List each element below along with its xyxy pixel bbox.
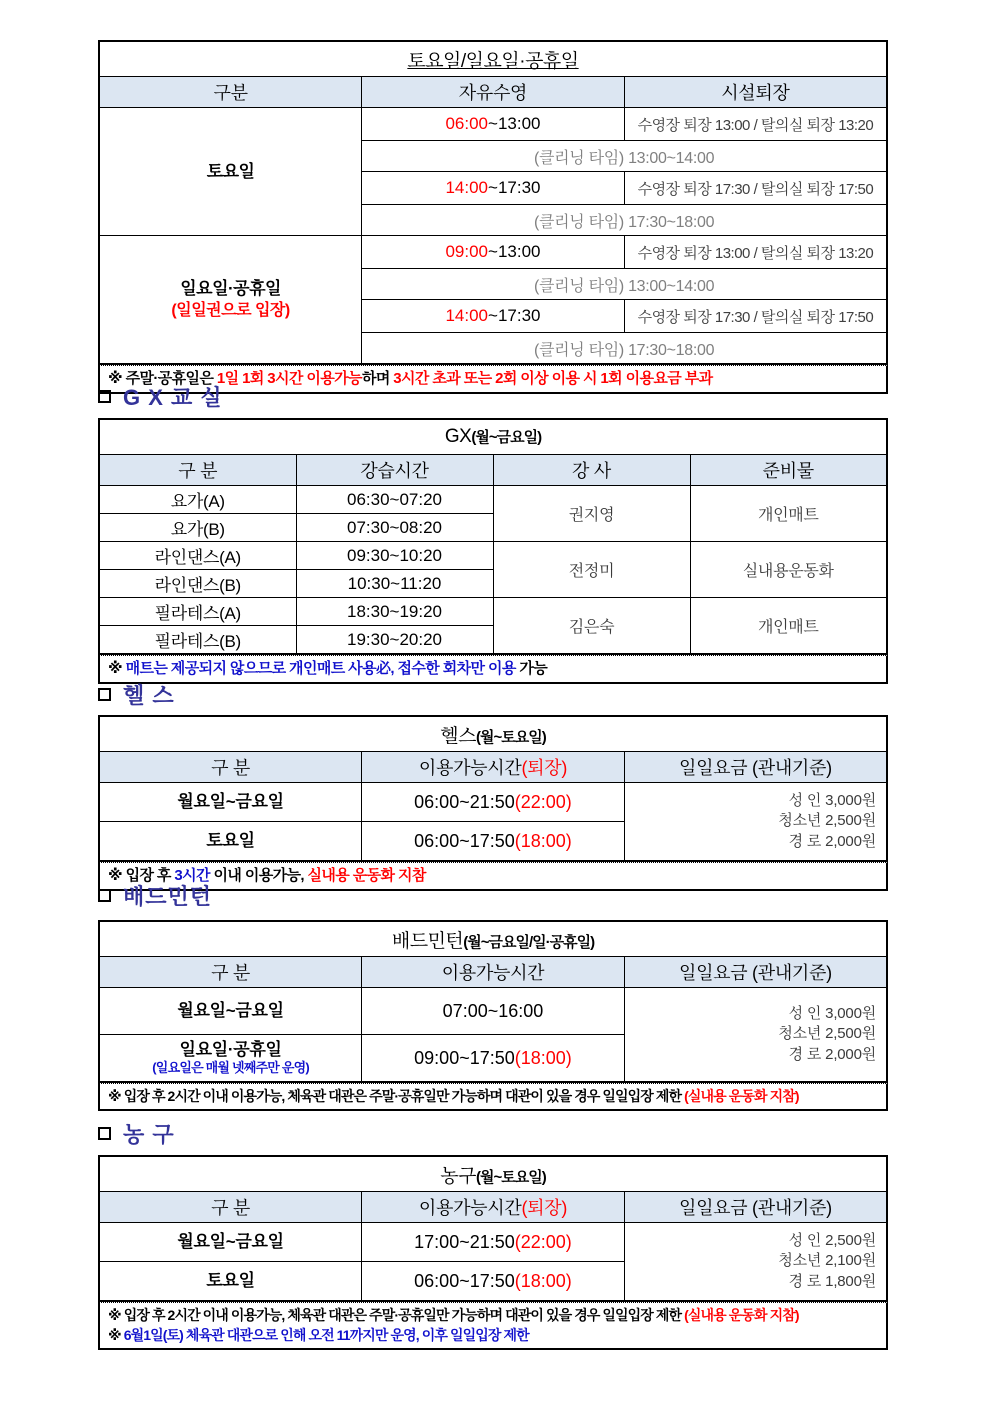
footnote-part: 주말·공휴일은 (125, 370, 217, 387)
hours-exit-text: (22:00) (514, 1231, 572, 1252)
basketball-title-text: 농구 (440, 1165, 476, 1187)
swim-end-time: ~13:00 (488, 114, 541, 133)
health-footnote (98, 862, 888, 891)
header-available-hours (362, 752, 625, 783)
header-instructor: 강 사 (493, 455, 690, 486)
gx-class-time: 09:30~10:20 (296, 542, 493, 570)
table-header-row (99, 752, 887, 783)
weekend-title-text: 토요일/일요일·공휴일 (407, 50, 579, 72)
health-schedule-table (98, 715, 888, 862)
health-title-sub: (월~토요일) (476, 728, 546, 746)
health-day-label: 토요일 (99, 822, 362, 862)
health-title-text: 헬스 (440, 725, 476, 747)
footnote-mark: ※ (108, 1326, 124, 1343)
gx-supplies: 실내용운동화 (690, 542, 887, 598)
gx-class-name: 라인댄스(A) (99, 542, 296, 570)
badminton-title-text: 배드민턴 (391, 930, 464, 952)
basketball-footnote-2 (98, 1326, 888, 1350)
square-bullet-icon (98, 889, 111, 902)
footnote-mark: ※ (108, 370, 126, 387)
gx-class-name: 필라테스(A) (99, 598, 296, 626)
weekend-title-cell (99, 41, 887, 77)
badminton-title-sub: (월~금요일/일·공휴일) (463, 933, 595, 951)
fee-youth: 청소년 2,500원 (778, 1025, 876, 1043)
footnote-part: 하며 (361, 370, 394, 387)
table-title-row (99, 41, 887, 77)
footnote-part: 입장 후 (125, 867, 175, 884)
swim-time (362, 172, 625, 205)
health-schedule-block (98, 715, 888, 891)
hours-text: 06:00~17:50 (414, 830, 515, 851)
footnote-part: (실내용 운동화 지참) (684, 1088, 799, 1104)
badminton-footnote (98, 1083, 888, 1111)
gx-class-time: 06:30~07:20 (296, 486, 493, 514)
section-heading-text: 헬 스 (123, 683, 175, 708)
swim-start-time: 14:00 (445, 306, 489, 325)
header-category: 구 분 (99, 957, 362, 988)
gx-class-name: 요가(B) (99, 514, 296, 542)
gx-supplies: 개인매트 (690, 598, 887, 655)
day-label-note: (일일권으로 입장) (171, 302, 290, 320)
table-row (99, 1223, 887, 1262)
health-hours (362, 783, 625, 822)
header-category: 구분 (99, 77, 362, 108)
header-daily-fee: 일일요금 (관내기준) (624, 957, 887, 988)
badminton-schedule-table (98, 920, 888, 1083)
table-row (99, 542, 887, 570)
cleaning-time: (클리닝 타임) 13:00~14:00 (362, 269, 887, 300)
header-hours-exit: (퇴장) (521, 758, 568, 778)
hours-text: 09:00~17:50 (414, 1047, 515, 1068)
table-row (99, 783, 887, 822)
hours-text: 06:00~17:50 (414, 1270, 515, 1291)
footnote-part: 6월1일(토) 체육관 대관으로 인해 오전 11까지만 운영, 이후 일일입장 제한 (123, 1326, 529, 1343)
footnote-part: 1일 1회 3시간 이용가능 (216, 370, 362, 387)
header-available-hours (362, 1192, 625, 1223)
hours-exit-text: (22:00) (514, 791, 572, 812)
basketball-schedule-table (98, 1155, 888, 1302)
table-header-row (99, 77, 887, 108)
basketball-fee-list (624, 1223, 887, 1302)
gx-class-time: 10:30~11:20 (296, 570, 493, 598)
footnote-mark: ※ (108, 660, 126, 677)
gx-title-text: GX (444, 426, 472, 447)
day-label-saturday (99, 108, 362, 236)
square-bullet-icon (98, 390, 111, 403)
health-title-cell (99, 716, 887, 752)
header-category: 구 분 (99, 455, 296, 486)
day-label-sunday-holiday (99, 236, 362, 365)
table-row (99, 598, 887, 626)
cleaning-time: (클리닝 타임) 17:30~18:00 (362, 205, 887, 236)
header-supplies: 준비물 (690, 455, 887, 486)
badminton-day-label (99, 1035, 362, 1083)
footnote-part: 가능 (519, 660, 548, 677)
hours-exit-text: (18:00) (514, 1270, 572, 1291)
table-header-row (99, 1192, 887, 1223)
hours-text: 17:00~21:50 (414, 1231, 515, 1252)
swim-end-time: ~17:30 (488, 306, 541, 325)
square-bullet-icon (98, 1127, 111, 1140)
day-label-text: 일요일·공휴일 (180, 278, 281, 298)
table-row (99, 988, 887, 1035)
table-row (99, 108, 887, 141)
cleaning-time: (클리닝 타임) 17:30~18:00 (362, 333, 887, 365)
table-row (99, 236, 887, 269)
swim-end-time: ~17:30 (488, 178, 541, 197)
day-text: 일요일·공휴일 (179, 1040, 282, 1059)
swim-start-time: 06:00 (445, 114, 489, 133)
footnote-part: 3시간 (174, 867, 210, 884)
section-heading-gx (98, 381, 223, 412)
fee-adult: 성 인 3,000원 (788, 792, 876, 810)
footnote-part: 이내 이용가능, (209, 867, 308, 884)
hours-text: 06:00~21:50 (414, 791, 515, 812)
day-subnote: (일요일은 매월 넷째주만 운영) (152, 1060, 309, 1076)
gx-class-name: 필라테스(B) (99, 626, 296, 655)
gx-class-time: 18:30~19:20 (296, 598, 493, 626)
weekend-schedule-block (98, 40, 888, 394)
badminton-day-label (99, 988, 362, 1035)
footnote-mark: ※ (108, 867, 126, 884)
gx-class-time: 07:30~08:20 (296, 514, 493, 542)
basketball-schedule-block (98, 1155, 888, 1350)
section-heading-basketball (98, 1118, 175, 1149)
hours-exit-text: (18:00) (514, 1047, 572, 1068)
swim-time (362, 236, 625, 269)
footnote-part: 3시간 초과 또는 2회 이상 이용 시 1회 이용요금 부과 (393, 370, 713, 387)
table-title-row (99, 921, 887, 957)
gx-instructor: 김은숙 (493, 598, 690, 655)
gx-schedule-table (98, 418, 888, 655)
header-category: 구 분 (99, 1192, 362, 1223)
header-daily-fee: 일일요금 (관내기준) (624, 1192, 887, 1223)
gx-footnote (98, 655, 888, 684)
basketball-hours (362, 1223, 625, 1262)
fee-senior: 경 로 2,000원 (788, 1045, 876, 1063)
hours-exit-text: (18:00) (514, 830, 572, 851)
square-bullet-icon (98, 688, 111, 701)
weekend-schedule-table (98, 40, 888, 365)
header-hours-text: 이용가능시간 (418, 758, 522, 778)
footnote-part: 입장 후 2시간 이내 이용가능, 체육관 대관은 주말·공휴일만 가능하며 대관이 있을 경우 일일입장 제한 (123, 1307, 685, 1323)
table-title-row (99, 1156, 887, 1192)
footnote-mark: ※ (108, 1088, 124, 1104)
header-hours-text: 이용가능시간 (418, 1198, 522, 1218)
fee-senior: 경 로 2,000원 (788, 832, 876, 850)
section-heading-text: 배드민턴 (123, 884, 213, 909)
badminton-title-cell (99, 921, 887, 957)
basketball-hours (362, 1262, 625, 1302)
gx-title-sub: (월~금요일) (471, 429, 542, 446)
health-fee-list (624, 783, 887, 862)
header-class-time: 강습시간 (296, 455, 493, 486)
fee-adult: 성 인 2,500원 (788, 1232, 876, 1250)
basketball-day-label: 토요일 (99, 1262, 362, 1302)
footnote-part: (실내용 운동화 지참) (684, 1307, 799, 1323)
basketball-footnote-1 (98, 1302, 888, 1326)
section-heading-text: 농 구 (123, 1122, 175, 1147)
badminton-schedule-block (98, 920, 888, 1111)
gx-instructor: 권지영 (493, 486, 690, 542)
header-hours-exit: (퇴장) (521, 1198, 568, 1218)
header-facility-exit: 시설퇴장 (624, 77, 887, 108)
fee-youth: 청소년 2,500원 (778, 812, 876, 830)
exit-time: 수영장 퇴장 13:00 / 탈의실 퇴장 13:20 (624, 108, 887, 141)
fee-youth: 청소년 2,100원 (778, 1252, 876, 1270)
swim-start-time: 09:00 (445, 242, 489, 261)
swim-end-time: ~13:00 (488, 242, 541, 261)
fee-senior: 경 로 1,800원 (788, 1272, 876, 1290)
exit-time: 수영장 퇴장 17:30 / 탈의실 퇴장 17:50 (624, 300, 887, 333)
swim-time (362, 108, 625, 141)
gx-schedule-block (98, 418, 888, 684)
footnote-mark: ※ (108, 1307, 124, 1323)
exit-time: 수영장 퇴장 17:30 / 탈의실 퇴장 17:50 (624, 172, 887, 205)
table-title-row (99, 716, 887, 752)
health-day-label: 월요일~금요일 (99, 783, 362, 822)
gx-title-cell (99, 419, 887, 455)
hours-text: 07:00~16:00 (442, 1000, 544, 1021)
header-available-hours (362, 957, 625, 988)
fee-adult: 성 인 3,000원 (788, 1005, 876, 1023)
gx-class-name: 요가(A) (99, 486, 296, 514)
header-hours-text: 이용가능시간 (441, 963, 545, 983)
exit-time: 수영장 퇴장 13:00 / 탈의실 퇴장 13:20 (624, 236, 887, 269)
table-title-row (99, 419, 887, 455)
badminton-fee-list (624, 988, 887, 1083)
swim-time (362, 300, 625, 333)
day-label-text: 토요일 (206, 161, 255, 181)
badminton-hours (362, 988, 625, 1035)
gx-class-time: 19:30~20:20 (296, 626, 493, 655)
footnote-part: 매트는 제공되지 않으므로 개인매트 사용必, 접수한 회차만 이용 (125, 660, 520, 677)
header-daily-fee: 일일요금 (관내기준) (624, 752, 887, 783)
badminton-hours (362, 1035, 625, 1083)
header-category: 구 분 (99, 752, 362, 783)
gx-class-name: 라인댄스(B) (99, 570, 296, 598)
day-text: 월요일~금요일 (177, 1000, 284, 1020)
health-hours (362, 822, 625, 862)
basketball-title-cell (99, 1156, 887, 1192)
basketball-title-sub: (월~토요일) (476, 1168, 546, 1186)
cleaning-time: (클리닝 타임) 13:00~14:00 (362, 141, 887, 172)
section-heading-health (98, 679, 175, 710)
table-row (99, 486, 887, 514)
gx-supplies: 개인매트 (690, 486, 887, 542)
section-heading-text: G X 교 실 (123, 385, 223, 410)
basketball-day-label: 월요일~금요일 (99, 1223, 362, 1262)
footnote-part: 입장 후 2시간 이내 이용가능, 체육관 대관은 주말·공휴일만 가능하며 대관이 있을 경우 일일입장 제한 (123, 1088, 685, 1104)
gx-instructor: 전정미 (493, 542, 690, 598)
section-heading-badminton (98, 880, 212, 911)
swim-start-time: 14:00 (445, 178, 489, 197)
table-header-row (99, 455, 887, 486)
table-header-row (99, 957, 887, 988)
header-free-swim: 자유수영 (362, 77, 625, 108)
footnote-part: 실내용 운동화 지참 (307, 867, 426, 884)
